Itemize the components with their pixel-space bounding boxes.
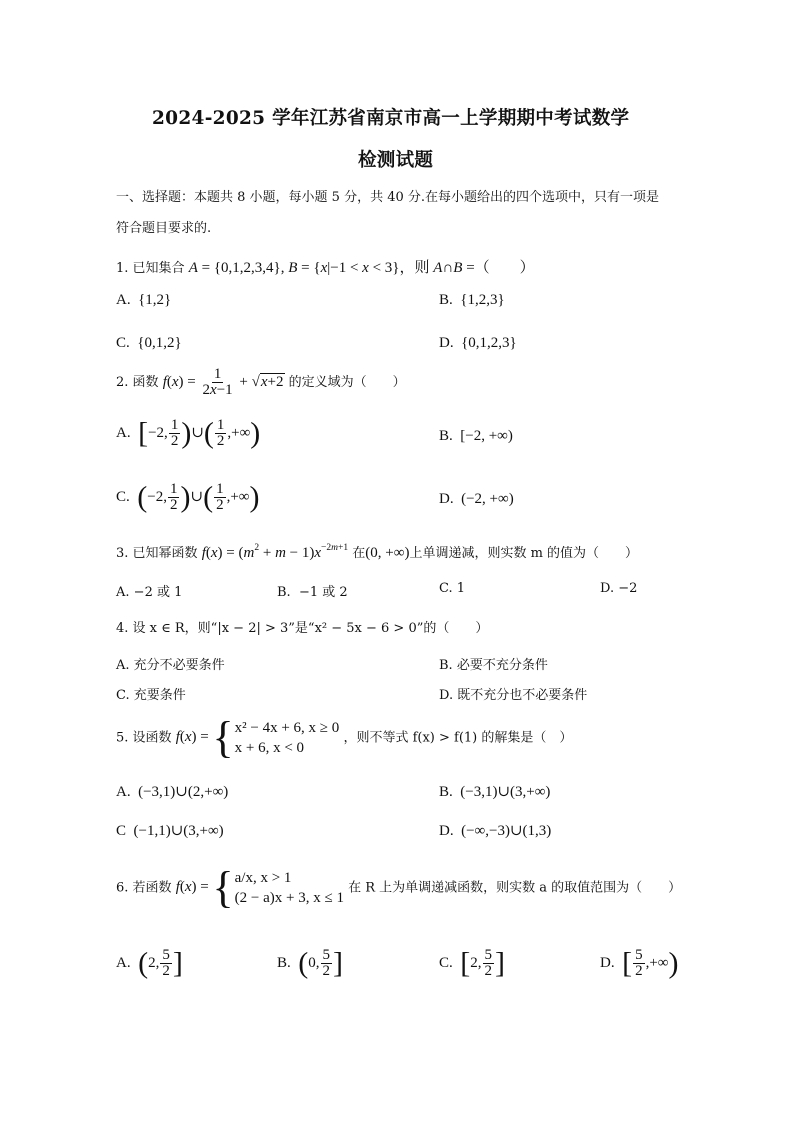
question-stem-math: A = {0,1,2,3,4}, B = {x|−1 < x < 3} [188,260,400,276]
question-number: 2. [116,374,129,390]
question-6 [116,863,682,912]
q4-option-c[interactable]: C. 充要条件 [116,688,186,703]
question-number: 3. [116,546,129,561]
question-stem-math: f(x) = $\frac{1}{2x-1}$ + √x+2 [162,366,284,398]
question-number: 6. [116,880,129,896]
question-stem-text: 已知集合 [132,261,185,276]
question-stem-math: f(x) = { a/x, x > 1 (2 − a)x + 3, x ≤ 1 [175,863,344,912]
q6-option-b[interactable]: B. (0, $\frac{5}{2}$ ] [277,946,344,980]
question-stem-mid: 在 [352,546,366,561]
exam-title-line1: 2024-2025 学年江苏省南京市高一上学期期中考试数学 [152,108,630,129]
q3-option-d[interactable]: D. −2 [600,581,638,596]
q4-option-b[interactable]: B. 必要不充分条件 [439,658,548,673]
question-stem-text: 设函数 [132,730,172,746]
q6-option-a[interactable]: A. (2, $\frac{5}{2}$ ] [116,946,183,980]
q5-option-d[interactable]: D. (−∞,−3)∪(1,3) [439,823,552,839]
q1-option-c[interactable]: C. {0,1,2} [116,335,182,351]
piecewise-case-2: x + 6, x < 0 [234,740,305,756]
q2-option-b[interactable]: B. [−2, +∞) [439,428,513,444]
q5-option-a[interactable]: A. (−3,1)∪(2,+∞) [116,784,229,800]
q6-option-c[interactable]: C. [2, $\frac{5}{2}$ ] [439,946,506,980]
question-stem-math: f(x) = { x² − 4x + 6, x ≥ 0 x + 6, x < 0 [175,713,340,762]
q1-option-a[interactable]: A. {1,2} [116,292,172,308]
q1-option-d[interactable]: D. {0,1,2,3} [439,335,517,351]
question-stem-tail: 在 R 上为单调递减函数，则实数 a 的取值范围为（ ） [348,880,682,896]
question-stem-tail: 的定义域为（ ） [288,374,406,390]
q5-option-b[interactable]: B. (−3,1)∪(3,+∞) [439,784,551,800]
section-instructions-line1: 一、选择题：本题共 8 小题，每小题 5 分，共 40 分.在每小题给出的四个选项中，只有一项是 [116,190,660,205]
section-instructions-line2: 符合题目要求的. [116,221,212,236]
question-stem-tail: 上单调递减，则实数 m 的值为（ ） [409,546,639,561]
question-stem-text: 函数 [132,374,159,390]
q3-option-a[interactable]: A. −2 或 1 [116,585,183,600]
question-stem-text: 若函数 [132,880,172,896]
q2-option-a[interactable]: A. [−2, $\frac{1}{2}$ )∪( $\frac{1}{2}$ ,+∞) [116,416,261,450]
question-number: 5. [116,730,129,746]
piecewise-case-1: a/x, x > 1 [234,870,292,886]
question-stem-interval: (0, +∞) [365,545,410,561]
q6-option-d[interactable]: D. [ $\frac{5}{2}$ ,+∞) [600,946,679,980]
question-number: 1. [116,261,129,276]
question-3 [116,542,638,562]
question-stem-text: 设 x ∈ R，则“|x − 2| > 3”是“x² − 5x − 6 > 0”的（ ） [132,621,489,636]
q4-option-a[interactable]: A. 充分不必要条件 [116,658,225,673]
question-5 [116,713,573,762]
q3-option-c[interactable]: C. 1 [439,581,466,596]
exam-title-line2: 检测试题 [358,150,434,171]
question-stem-tail: ，则不等式 f(x) > f(1) 的解集是（ ） [343,730,573,746]
q4-option-d[interactable]: D. 既不充分也不必要条件 [439,688,588,703]
piecewise-case-1: x² − 4x + 6, x ≥ 0 [234,720,340,736]
q2-option-c[interactable]: C. (−2, $\frac{1}{2}$ )∪( $\frac{1}{2}$ ,+∞) [116,480,260,514]
question-4 [116,617,488,636]
question-stem-math: $f(x) = (m^2 + m - 1)x^{-2m+1}$ [201,543,349,561]
question-stem-text: 已知幂函数 [132,546,198,561]
q1-option-b[interactable]: B. {1,2,3} [439,292,505,308]
q2-option-d[interactable]: D. (−2, +∞) [439,491,514,507]
question-number: 4. [116,621,129,636]
q5-option-c[interactable]: C (−1,1)∪(3,+∞) [116,823,224,839]
question-1: 1. 已知集合 A = {0,1,2,3,4}, B = {x|−1 < x < 3}，则 A∩B =（ ） [116,260,535,276]
piecewise-case-2: (2 − a)x + 3, x ≤ 1 [234,890,344,906]
q3-option-b[interactable]: B. −1 或 2 [277,585,348,600]
question-2 [116,367,406,398]
